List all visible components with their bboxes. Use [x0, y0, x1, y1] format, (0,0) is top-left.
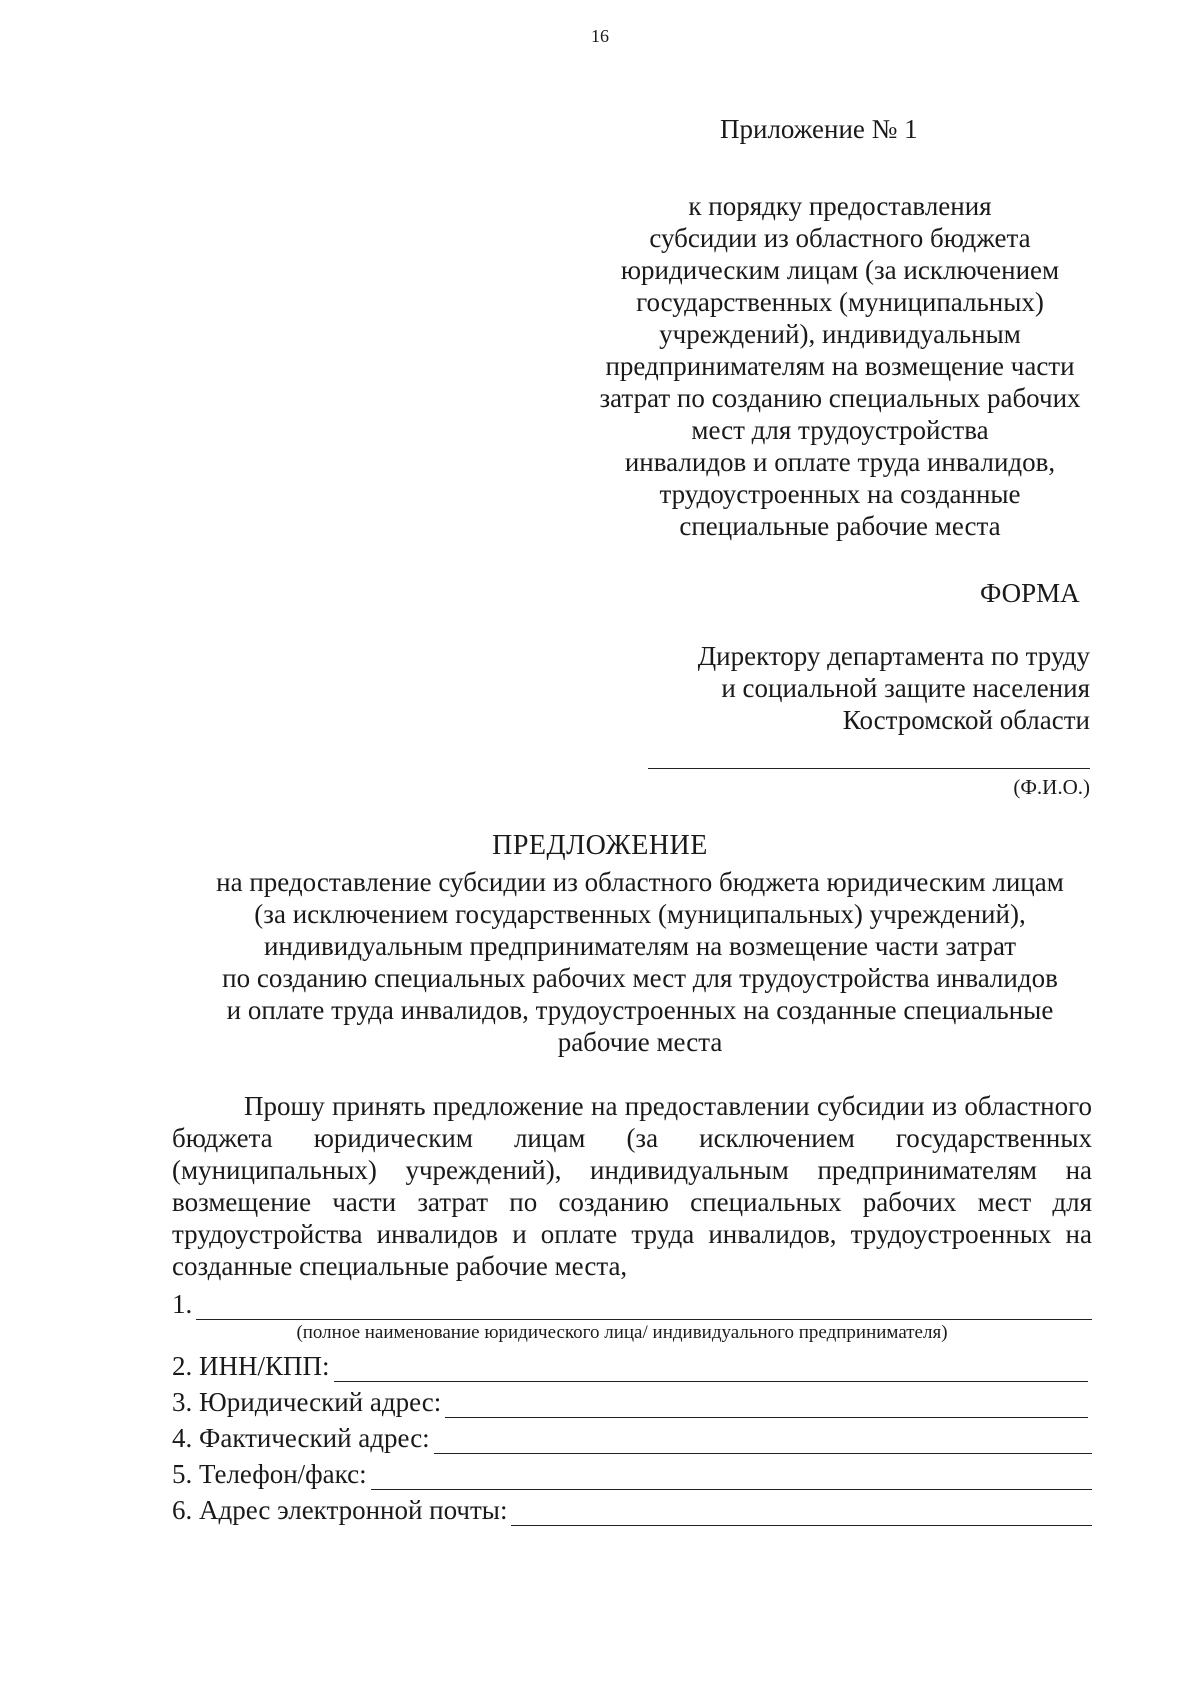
addressee-line: Директору департамента по труду	[697, 641, 1090, 671]
appendix-line: мест для трудоустройства	[691, 415, 989, 445]
subtitle-line: на предоставление субсидии из областного бюджета юридическим лицам	[216, 867, 1064, 897]
fio-signature-line[interactable]	[648, 768, 1090, 769]
appendix-line: специальные рабочие места	[679, 511, 1001, 541]
addressee-line: Костромской области	[842, 705, 1090, 735]
field-label-email: 6. Адрес электронной почты:	[172, 1495, 508, 1525]
field-row-email	[172, 1494, 1092, 1526]
addressee-line: и социальной защите населения	[721, 673, 1090, 703]
appendix-line: учреждений), индивидуальным	[659, 319, 1021, 349]
subtitle-line: (за исключением государственных (муниципальных) учреждений),	[254, 899, 1026, 929]
fio-label: (Ф.И.О.)	[1013, 775, 1090, 799]
appendix-line: инвалидов и оплате труда инвалидов,	[624, 447, 1056, 477]
appendix-line: предпринимателям на возмещение части	[605, 351, 1075, 381]
subtitle-line: и оплате труда инвалидов, трудоустроенных на созданные специальные	[226, 995, 1054, 1025]
appendix-line: трудоустроенных на созданные	[659, 479, 1021, 509]
subtitle-line: индивидуальным предпринимателям на возмещение части затрат	[263, 931, 1017, 961]
inn-kpp-input-line[interactable]	[334, 1357, 1088, 1382]
name-field-caption: (полное наименование юридического лица/ индивидуального предпринимателя)	[296, 1322, 948, 1343]
appendix-line: к порядку предоставления	[688, 191, 992, 221]
field-row-phone	[172, 1458, 1092, 1490]
appendix-line: государственных (муниципальных)	[636, 287, 1044, 317]
field-label-legal-address: 3. Юридический адрес:	[172, 1387, 442, 1417]
page-number: 16	[591, 26, 609, 46]
field-row-legal-address	[172, 1386, 1088, 1418]
actual-address-input-line[interactable]	[434, 1429, 1092, 1454]
appendix-title: Приложение № 1	[720, 114, 918, 144]
appendix-line: затрат по созданию специальных рабочих	[599, 383, 1081, 413]
appendix-line: юридическим лицам (за исключением	[620, 255, 1060, 285]
appendix-line: субсидии из областного бюджета	[649, 223, 1031, 253]
legal-address-input-line[interactable]	[445, 1393, 1088, 1418]
field-row-inn	[172, 1350, 1088, 1382]
proposal-subtitle	[160, 866, 1120, 1058]
field-label-name: 1.	[172, 1289, 193, 1319]
appendix-description	[560, 190, 1120, 542]
email-input-line[interactable]	[511, 1501, 1092, 1526]
field-label-inn: 2. ИНН/КПП:	[172, 1351, 330, 1381]
request-paragraph: Прошу принять предложение на предоставлении субсидии из областного бюджета юридическим лицам (за исключением государственных (муниципальных) учреждений), индивидуальным предпринимателям на возмещение части затрат по созданию специальных рабочих мест для трудоустройства инвалидов и оплате труда инвалидов, трудоустроенных на созданные специальные рабочие места,	[172, 1091, 1092, 1281]
phone-fax-input-line[interactable]	[371, 1465, 1092, 1490]
proposal-title: ПРЕДЛОЖЕНИЕ	[492, 830, 708, 861]
subtitle-line: по созданию специальных рабочих мест для трудоустройства инвалидов	[222, 963, 1058, 993]
field-label-actual-address: 4. Фактический адрес:	[172, 1423, 430, 1453]
addressee-block	[620, 640, 1090, 736]
subtitle-line: рабочие места	[557, 1027, 723, 1057]
field-label-phone: 5. Телефон/факс:	[172, 1459, 367, 1489]
name-input-line[interactable]	[196, 1295, 1092, 1320]
field-row-actual-address	[172, 1422, 1092, 1454]
field-row-name	[172, 1288, 1092, 1320]
form-label: ФОРМА	[980, 578, 1080, 608]
